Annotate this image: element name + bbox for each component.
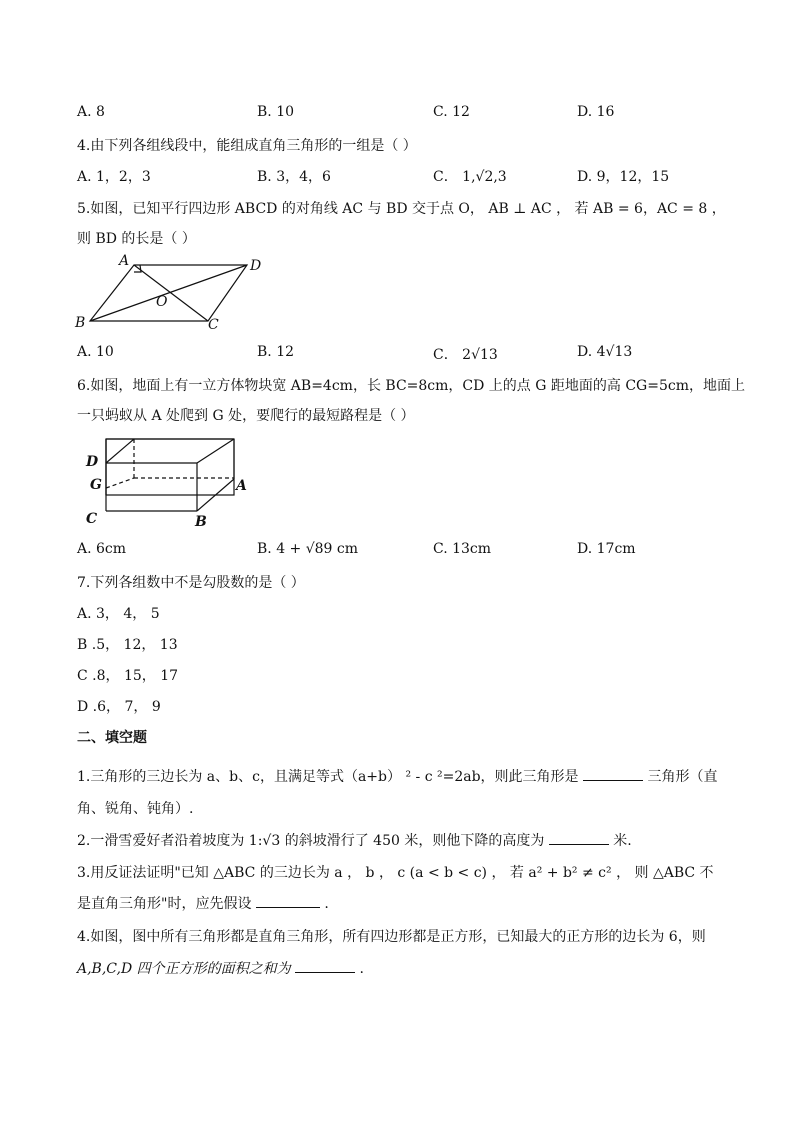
q3-option-c: C. 12 [433,104,470,120]
fill-q4-line1: 4.如图，图中所有三角形都是直角三角形，所有四边形都是正方形，已知最大的正方形的边长为 6，则 [77,929,706,945]
q7-stem: 7.下列各组数中不是勾股数的是（ ） [77,575,305,591]
q4-option-d: D. 9，12，15 [577,169,670,185]
section-title-fill-in: 二、填空题 [77,730,147,746]
q7-option-b: B .5， 12， 13 [77,637,178,653]
q5-option-d: D. 4√13 [577,344,633,360]
label-d: D [250,258,262,274]
q7-option-a: A. 3， 4， 5 [77,606,160,622]
diagonal-ac [134,265,208,321]
label-a: A [119,253,130,269]
q6-stem-line1: 6.如图，地面上有一立方体物块宽 AB=4cm，长 BC=8cm，CD 上的点 G 距地面的高 CG=5cm，地面上 [77,378,745,394]
label-b: B [75,315,86,331]
q5-stem-line1: 5.如图，已知平行四边形 ABCD 的对角线 AC 与 BD 交于点 O， AB ⊥ AC ， 若 AB = 6，AC = 8 ， [77,201,726,217]
q7-option-d: D .6， 7， 9 [77,699,161,715]
fill-q2-text: 2.一滑雪爱好者沿着坡度为 1:√3 的斜坡滑行了 450 米，则他下降的高度为 [77,833,545,849]
q6-option-d: D. 17cm [577,541,636,557]
fill-q2-blank [549,830,609,845]
q6-option-b: B. 4 + √89 cm [257,541,359,557]
q3-option-d: D. 16 [577,104,615,120]
fill-q4-blank [295,958,355,973]
label-a: A [236,478,247,494]
q4-option-a: A. 1，2，3 [77,169,151,185]
fill-q3-text: 是直角三角形"时，应先假设 [77,896,252,912]
diagonal-bd [90,265,247,321]
q4-stem: 4.由下列各组线段中，能组成直角三角形的一组是（ ） [77,138,417,154]
fill-q1-blank [583,766,643,781]
q5-stem-line2: 则 BD 的长是（ ） [77,231,196,247]
parallelogram-figure [72,250,282,335]
fill-q4-line2 [77,958,364,978]
cuboid-figure [80,433,260,533]
fill-q1-line2: 角、锐角、钝角）. [77,801,194,817]
fill-q3-line2 [77,893,329,913]
q6-option-a: A. 6cm [77,541,127,557]
fill-q1-tail: 三角形（直 [647,769,718,785]
fill-q4-tail: . [359,961,364,977]
fill-q2-line [77,830,632,850]
label-b: B [195,514,207,530]
label-c: C [208,317,219,333]
q4-option-b: B. 3，4，6 [257,169,331,185]
q6-option-c: C. 13cm [433,541,492,557]
fill-q3-tail: . [324,896,329,912]
q5-option-a: A. 10 [77,344,114,360]
q7-option-c: C .8， 15， 17 [77,668,179,684]
label-d: D [86,454,99,470]
hidden-edge [106,478,134,488]
q3-option-a: A. 8 [77,104,105,120]
q5-option-b: B. 12 [257,344,295,360]
fill-q3-line1: 3.用反证法证明"已知 △ABC 的三边长为 a ， b ， c (a < b < c) ， 若 a² + b² ≠ c² ， 则 △ABC 不 [77,865,714,881]
fill-q4-text: A,B,C,D 四个正方形的面积之和为 [77,961,291,977]
q3-option-b: B. 10 [257,104,295,120]
q6-stem-line2: 一只蚂蚁从 A 处爬到 G 处，要爬行的最短路程是（ ） [77,408,415,424]
fill-q1-text: 1.三角形的三边长为 a、b、c，且满足等式（a+b） ² - c ²=2ab，则此三角形是 [77,769,579,785]
label-g: G [90,477,102,493]
q4-option-c: C． 1,√2,3 [433,169,507,185]
cuboid-back-face [106,439,234,495]
fill-q1-line1 [77,766,717,786]
fill-q2-tail: 米. [613,833,632,849]
q5-option-c: C． 2√13 [433,347,498,363]
fill-q3-blank [256,893,320,908]
label-o: O [156,294,168,310]
label-c: C [86,511,98,527]
